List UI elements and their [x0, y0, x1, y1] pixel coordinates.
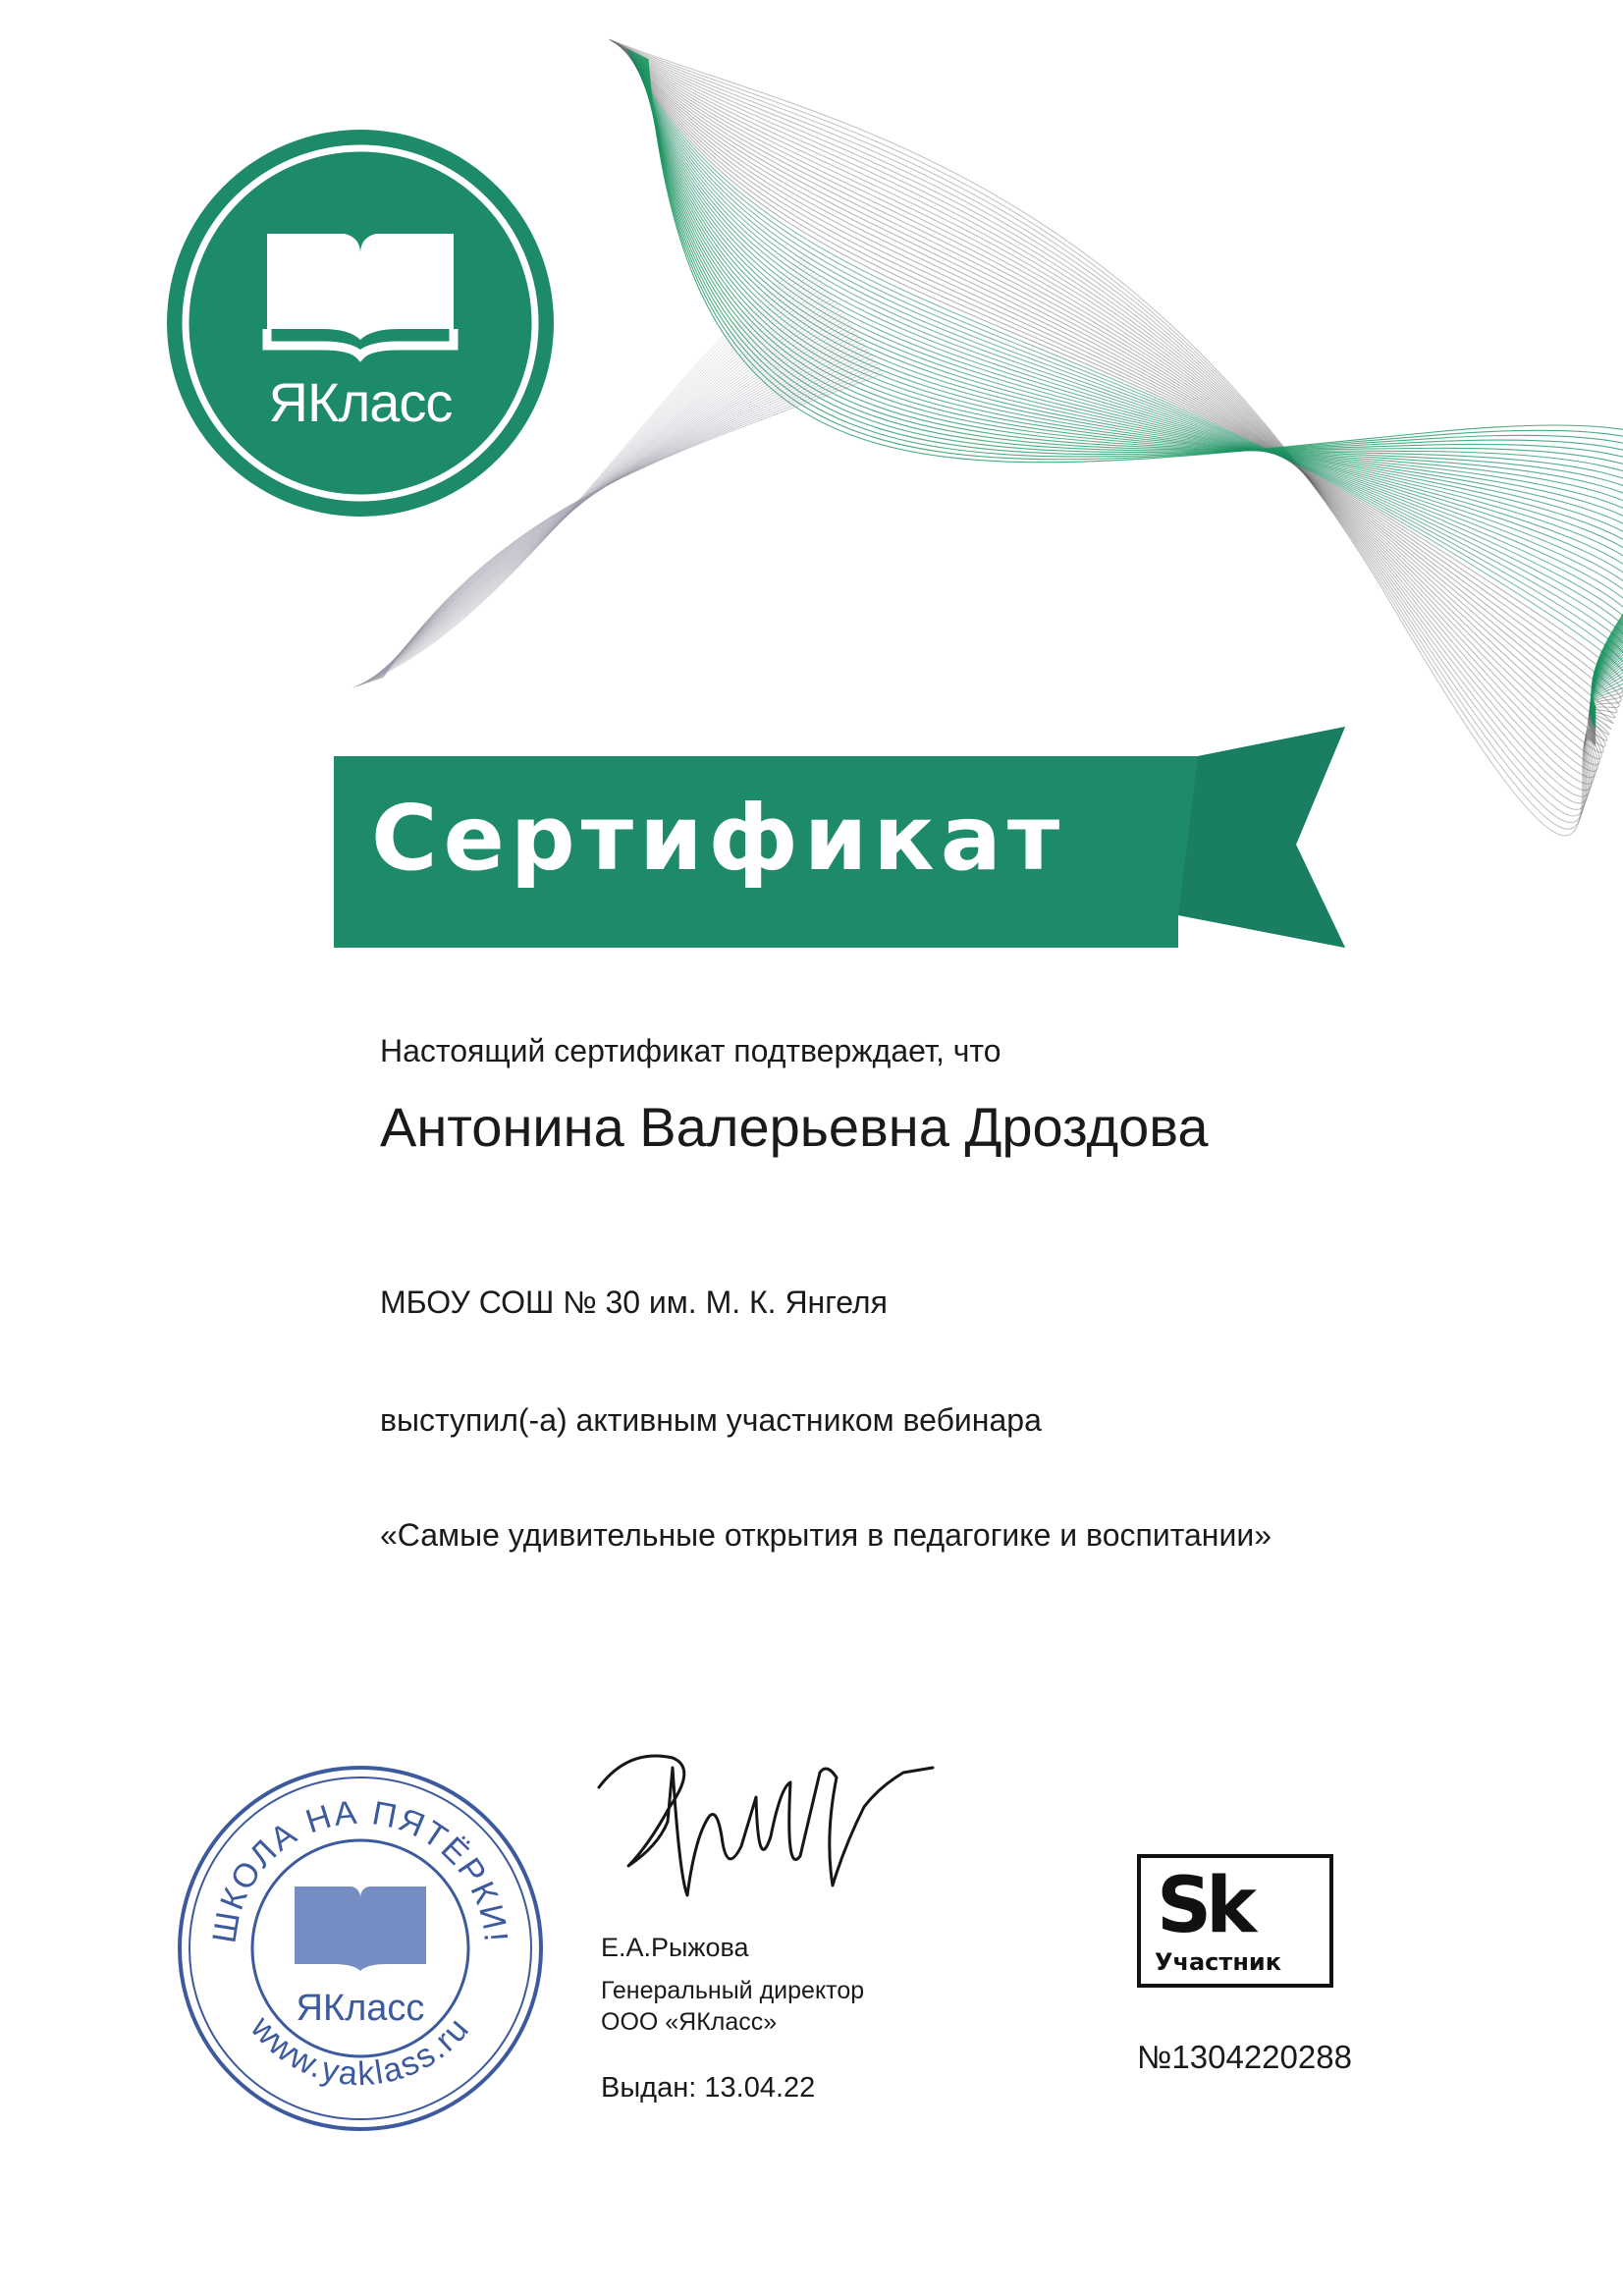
wave-line — [618, 44, 1603, 753]
recipient-name: Антонина Валерьевна Дроздова — [380, 1096, 1209, 1158]
wave-line — [646, 58, 1623, 709]
wave-line — [648, 59, 1623, 707]
wave-line — [647, 58, 1623, 708]
wave-line — [611, 40, 1596, 816]
wave-line — [633, 51, 1623, 722]
wave-line — [629, 50, 1623, 726]
wave-line — [631, 50, 1623, 724]
wave-line — [635, 52, 1623, 720]
wave-line — [619, 44, 1605, 746]
issue-date-line — [601, 2072, 815, 2105]
wave-line — [622, 46, 1613, 734]
wave-line — [625, 47, 1623, 730]
wave-line — [624, 47, 1621, 731]
wave-line — [640, 55, 1623, 715]
wave-line — [616, 42, 1596, 778]
sk-logo-mark: Sk — [1157, 1862, 1252, 1950]
wave-line — [610, 40, 1596, 823]
wave-line — [647, 59, 1623, 708]
wave-line — [636, 53, 1623, 718]
skolkovo-participant-badge — [1137, 1854, 1333, 1988]
webinar-title: «Самые удивительные открытия в педагогике и воспитании» — [380, 1517, 1271, 1553]
wave-line — [621, 45, 1609, 736]
wave-line — [627, 48, 1623, 728]
sk-badge-label: Участник — [1155, 1948, 1281, 1976]
wave-line — [617, 43, 1599, 765]
wave-line — [626, 48, 1623, 729]
wave-line — [639, 54, 1623, 716]
wave-line — [644, 57, 1623, 712]
signatory-position: Генеральный директор — [601, 1977, 865, 2004]
wave-line — [623, 46, 1617, 732]
wave-line — [633, 52, 1623, 722]
wave-line — [631, 51, 1623, 724]
wave-line — [618, 43, 1601, 758]
yaklass-logo — [165, 128, 556, 519]
wave-line — [636, 53, 1623, 720]
wave-line — [642, 56, 1623, 713]
stamp-ring-text-bottom: www.yaklass.ru — [243, 2009, 478, 2094]
signatory-organization: ООО «ЯКласс» — [601, 2008, 778, 2036]
handwritten-signature — [579, 1728, 943, 1915]
certificate-lead: Настоящий сертификат подтверждает, что — [380, 1033, 1001, 1068]
stamp-center-text: ЯКласс — [296, 1988, 425, 2029]
certificate-number: №1304220288 — [1137, 2039, 1352, 2075]
wave-line — [622, 46, 1615, 733]
signatory-name: Е.А.Рыжова — [601, 1933, 749, 1962]
issue-date: 13.04.22 — [704, 2072, 816, 2104]
stamp-book-icon — [295, 1886, 426, 1971]
wave-line — [616, 43, 1597, 772]
wave-line — [614, 42, 1596, 791]
wave-line — [644, 57, 1623, 710]
wave-line — [645, 58, 1623, 710]
wave-line — [632, 51, 1623, 723]
wave-line — [641, 56, 1623, 714]
wave-line — [637, 54, 1623, 718]
wave-line — [641, 55, 1623, 714]
wave-line — [643, 56, 1623, 712]
wave-line — [628, 49, 1623, 728]
certificate-title: Сертификат — [371, 786, 1066, 891]
recipient-school: МБОУ СОШ № 30 им. М. К. Янгеля — [380, 1285, 888, 1320]
wave-line — [615, 42, 1596, 784]
wave-line — [612, 40, 1596, 809]
stamp-ring-text-top: ШКОЛА НА ПЯТЁРКИ! — [205, 1793, 514, 1946]
wave-line — [630, 50, 1623, 725]
wave-line — [625, 48, 1623, 730]
wave-line — [639, 55, 1623, 716]
wave-line — [623, 47, 1619, 732]
wave-line — [638, 54, 1623, 717]
issue-date-label: Выдан: — [601, 2072, 697, 2104]
wave-line — [613, 41, 1596, 796]
wave-line — [628, 49, 1623, 726]
participation-statement: выступил(-а) активным участником вебинара — [380, 1402, 1042, 1438]
wave-line — [609, 39, 1596, 836]
wave-line — [621, 45, 1611, 734]
wave-line — [620, 44, 1607, 740]
wave-line — [613, 41, 1596, 803]
logo-text: ЯКласс — [268, 371, 453, 433]
company-stamp — [175, 1763, 546, 2134]
wave-line — [610, 39, 1596, 829]
wave-line — [634, 52, 1623, 721]
